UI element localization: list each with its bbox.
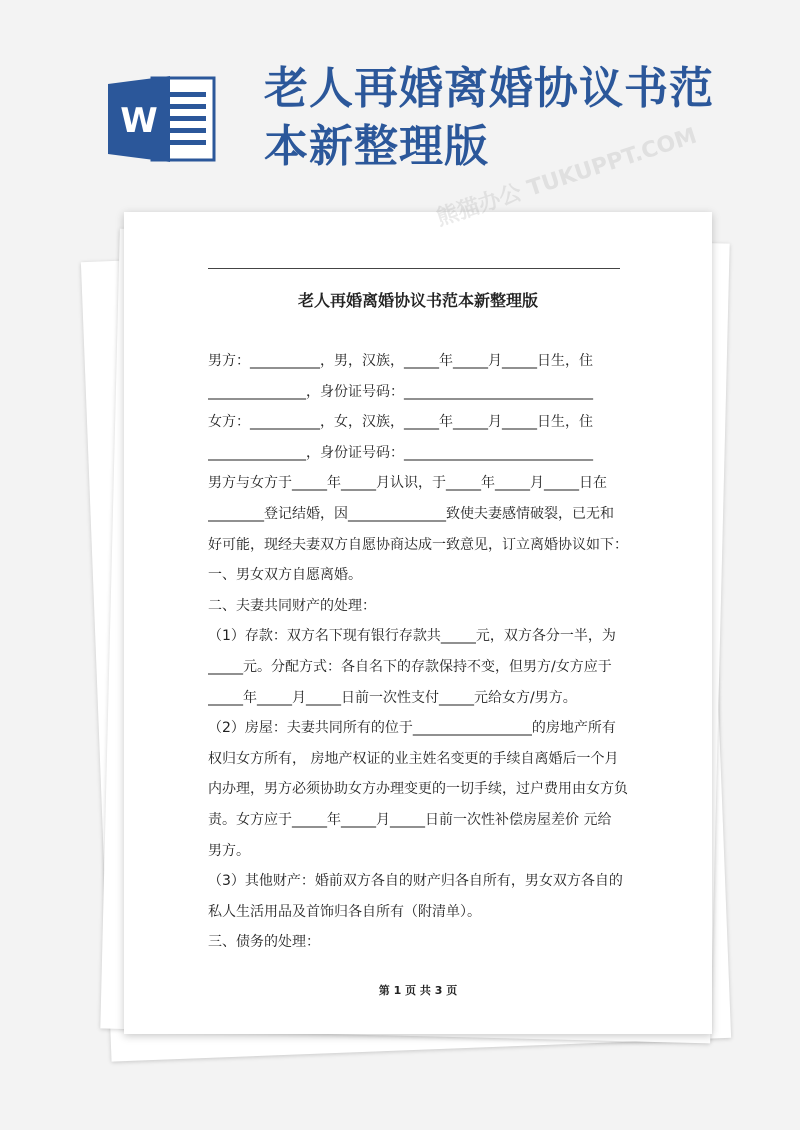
document-line: （2）房屋：夫妻共同所有的位于_________________的房地产所有	[208, 720, 616, 737]
document-line: 二、夫妻共同财产的处理：	[208, 597, 376, 614]
document-page	[124, 212, 712, 1034]
document-line: _____元。分配方式：各自名下的存款保持不变，但男方/女方应于	[208, 658, 612, 675]
document-line: _____年_____月_____日前一次性支付_____元给女方/男方。	[208, 689, 577, 706]
banner-title	[264, 60, 764, 176]
document-line: 好可能，现经夫妻双方自愿协商达成一致意见，订立离婚协议如下：	[208, 536, 628, 553]
document-line: 三、债务的处理：	[208, 934, 320, 951]
document-line: （1）存款：双方名下现有银行存款共_____元，双方各分一半，为	[208, 628, 616, 645]
word-document-icon	[108, 76, 216, 162]
document-line: ______________，身份证号码：___________________________	[208, 383, 593, 400]
watermark: 熊猫办公 TUKUPPT.COM	[433, 123, 700, 232]
document-line: 男方。	[208, 842, 250, 859]
document-line: （3）其他财产：婚前双方各自的财产归各自所有，男女双方各自的	[208, 873, 623, 890]
banner-title-line-2: 本新整理版	[264, 121, 489, 172]
header-banner	[0, 0, 800, 200]
page-number: 第 1 页 共 3 页	[378, 984, 458, 997]
banner-title-line-1: 老人再婚离婚协议书范	[264, 63, 714, 114]
document-line: 一、男女双方自愿离婚。	[208, 567, 362, 584]
document-title: 老人再婚离婚协议书范本新整理版	[297, 291, 538, 310]
header-rule	[208, 268, 620, 269]
document-line: ______________，身份证号码：___________________________	[208, 444, 593, 461]
document-body	[208, 346, 638, 958]
document-line: 男方与女方于_____年_____月认识，于_____年_____月_____日在	[208, 475, 607, 492]
document-line: ________登记结婚，因______________致使夫妻感情破裂，已无和	[208, 505, 614, 522]
document-line: 权归女方所有， 房地产权证的业主姓名变更的手续自离婚后一个月	[208, 750, 619, 767]
document-line: 女方：__________，女，汉族，_____年_____月_____日生，住	[208, 414, 593, 431]
document-line: 内办理，男方必须协助女方办理变更的一切手续，过户费用由女方负	[208, 781, 628, 798]
document-line: 责。女方应于_____年_____月_____日前一次性补偿房屋差价 元给	[208, 811, 612, 828]
word-icon-letter: W	[120, 101, 158, 141]
document-line: 私人生活用品及首饰归各自所有（附清单）。	[208, 903, 481, 920]
document-line: 男方：__________，男，汉族，_____年_____月_____日生，住	[208, 353, 593, 369]
